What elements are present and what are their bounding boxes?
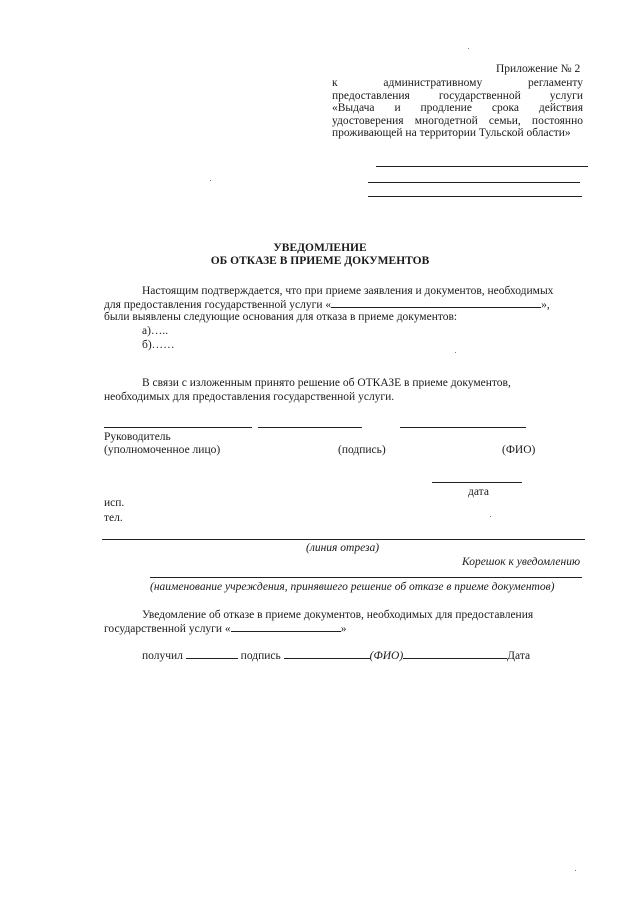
received-sign-blank: [284, 648, 370, 659]
appendix-line: [332, 76, 583, 90]
received-sign-label: подпись: [240, 650, 281, 662]
received-label: получил: [142, 650, 183, 662]
scan-speck: [575, 870, 576, 871]
recipient-line-3: [368, 196, 582, 197]
appendix-word: многодетной: [414, 115, 478, 127]
heading-line-2: ОБ ОТКАЗЕ В ПРИЕМЕ ДОКУМЕНТОВ: [210, 255, 430, 267]
stub-title: Корешок к уведомлению: [462, 556, 581, 568]
appendix-word: постоянно: [531, 115, 583, 127]
date-label: дата: [468, 486, 489, 498]
signature-line-sign: [258, 427, 362, 428]
stub-service-blank: [231, 621, 341, 632]
appendix-word: государственной: [438, 90, 521, 102]
date-line: [432, 482, 522, 483]
appendix-word: и: [394, 102, 401, 114]
paragraph-2-line-1: В связи с изложенным принято решение об ОТКАЗЕ в приеме документов,: [142, 377, 511, 389]
appendix-word: к: [332, 77, 338, 89]
appendix-word: предоставления: [332, 90, 410, 102]
received-blank: [186, 648, 238, 659]
appendix-word: административному: [383, 77, 483, 89]
received-fio-label: (ФИО): [369, 650, 404, 662]
appendix-word: услуги: [549, 90, 583, 102]
appendix-word: удостоверения: [332, 115, 404, 127]
paragraph-1-line-3: были выявлены следующие основания для отказа в приеме документов:: [104, 311, 458, 323]
phone-label: тел.: [104, 512, 123, 524]
appendix-word: «Выдача: [332, 102, 375, 114]
stub-paragraph-line-1: Уведомление об отказе в приеме документов, необходимых для предоставления: [142, 609, 534, 621]
appendix-word: срока: [491, 102, 519, 114]
stub-paragraph-line-2-end: »: [340, 623, 347, 635]
signature-label-sign: (подпись): [338, 444, 386, 456]
signature-label-fio: (ФИО): [502, 444, 536, 456]
recipient-line-2: [368, 182, 580, 183]
appendix-word: семьи,: [488, 115, 521, 127]
appendix-line: [332, 101, 583, 115]
recipient-line-1: [376, 166, 588, 167]
appendix-word: действия: [538, 102, 583, 114]
signature-label-head: Руководитель: [104, 431, 171, 443]
appendix-title: Приложение № 2: [496, 63, 581, 75]
institution-caption: (наименование учреждения, принявшего решение об отказе в приеме документов): [150, 581, 555, 593]
cut-line-label: (линия отреза): [306, 542, 380, 554]
received-fio-blank: [403, 648, 507, 659]
appendix-last-line: проживающей на территории Тульской области»: [332, 127, 571, 139]
reason-item-b: б)……: [142, 339, 175, 351]
signature-label-authorized: (уполномоченное лицо): [104, 444, 221, 456]
appendix-word: продление: [420, 102, 472, 114]
scan-speck: [468, 48, 469, 49]
stub-paragraph-line-2-text: государственной услуги «: [104, 623, 231, 635]
paragraph-2-line-2: необходимых для предоставления государственной услуги.: [104, 391, 395, 403]
service-blank: [331, 297, 541, 308]
executor-label: исп.: [104, 497, 125, 509]
cut-line: [102, 539, 585, 540]
stub-paragraph-line-2: [104, 621, 346, 636]
signature-line-fio: [400, 427, 526, 428]
scan-speck: [490, 516, 491, 517]
received-date-label: Дата: [507, 650, 531, 662]
scan-speck: [210, 180, 211, 181]
paragraph-1-line-1: Настоящим подтверждается, что при приеме заявления и документов, необходимых: [142, 285, 554, 297]
scan-speck: [455, 352, 456, 353]
reason-item-a: а)…..: [142, 325, 169, 337]
appendix-word: регламенту: [527, 77, 583, 89]
paragraph-1-line-2-end: »,: [541, 299, 550, 311]
institution-line: [150, 577, 582, 578]
heading-line-1: УВЕДОМЛЕНИЕ: [273, 242, 367, 254]
received-row: [142, 648, 530, 663]
paragraph-1-line-2-text: для предоставления государственной услуги «: [104, 299, 332, 311]
signature-line-position: [104, 427, 252, 428]
